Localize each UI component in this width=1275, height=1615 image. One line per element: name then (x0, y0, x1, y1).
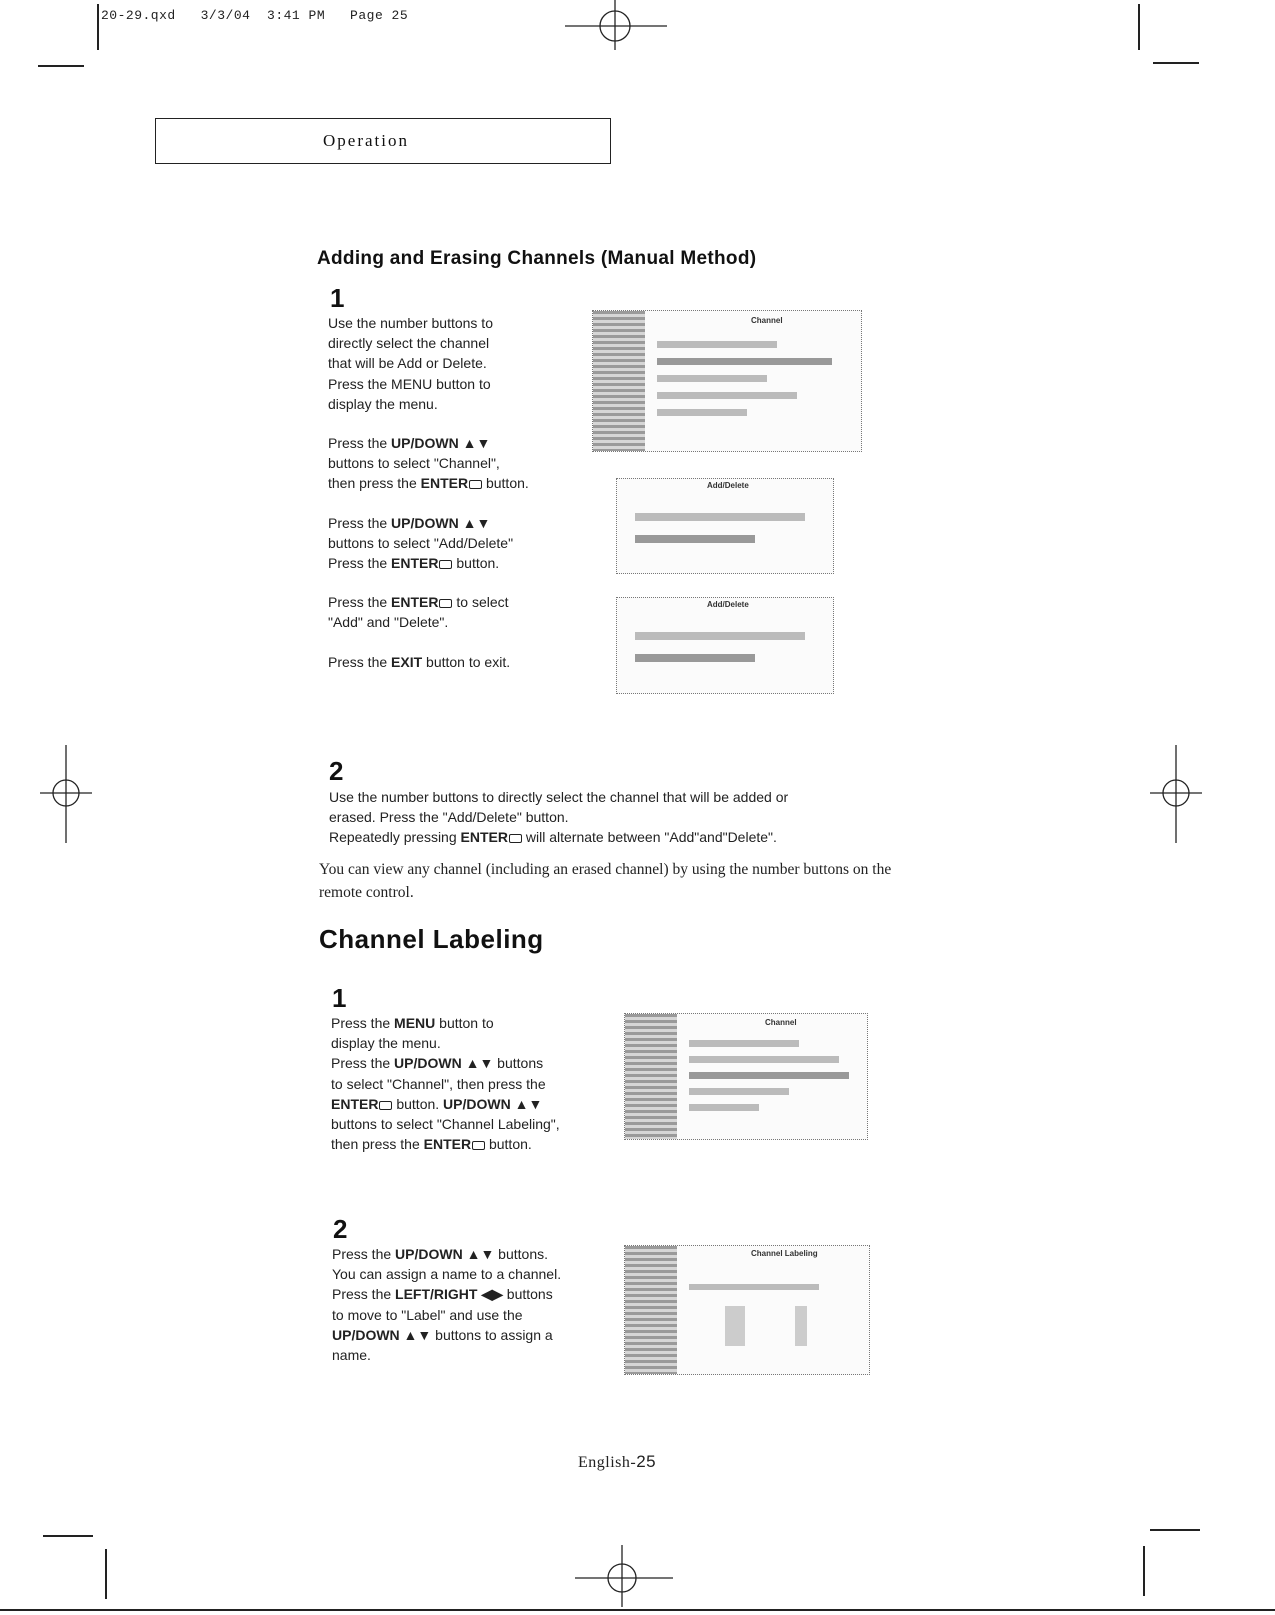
text-line: "Add" and "Delete". (328, 614, 449, 631)
menu-row (689, 1088, 789, 1095)
text: Press the (328, 555, 392, 572)
menu-row (795, 1306, 807, 1346)
heading-channel-labeling: Channel Labeling (319, 924, 544, 954)
crop-mark (38, 65, 84, 67)
crop-mark (97, 4, 99, 50)
enter-icon (509, 834, 522, 843)
enter-icon (472, 1141, 485, 1150)
text-line: Use the number buttons to (328, 315, 493, 331)
menu-row (689, 1104, 759, 1111)
text: then press the (328, 475, 421, 492)
screen-title: Add/Delete (707, 481, 749, 490)
labeling-step1-text (331, 1013, 611, 1154)
menu-row (657, 358, 832, 365)
step-number: 2 (333, 1214, 348, 1244)
menu-row (657, 409, 747, 416)
text: Press the (328, 514, 392, 531)
text-line: display the menu. (328, 395, 438, 412)
menu-row (635, 632, 805, 640)
menu-row (725, 1306, 745, 1346)
text: Press the (328, 594, 392, 611)
text-line: name. (332, 1347, 371, 1364)
text-line: to select "Channel", then press the (331, 1075, 546, 1092)
crop-mark (1150, 1529, 1200, 1531)
bold-text: LEFT/RIGHT ◀▶ (395, 1286, 503, 1303)
text: buttons (502, 1286, 553, 1303)
bold-text: UP/DOWN ▲▼ (332, 1326, 432, 1343)
text-line: Press the MENU button to (328, 375, 491, 392)
add-delete-screenshot (616, 478, 834, 574)
text: then press the (331, 1136, 424, 1153)
text: button to exit. (422, 653, 511, 670)
text-line: buttons to select "Channel Labeling", (331, 1116, 560, 1133)
registration-mark-icon (1150, 745, 1202, 845)
menu-row (635, 513, 805, 521)
registration-mark-icon (565, 0, 675, 52)
text-line: erased. Press the "Add/Delete" button. (329, 809, 569, 826)
text: to select (452, 594, 509, 611)
text: button. (485, 1136, 532, 1153)
bold-text: ENTER (460, 829, 508, 846)
screen-title: Channel (751, 316, 783, 325)
crop-mark (1138, 4, 1140, 50)
crop-mark (1143, 1546, 1145, 1596)
text: button. (452, 555, 500, 572)
text: Press the (332, 1246, 396, 1262)
crop-mark (43, 1535, 93, 1537)
menu-sidebar (625, 1014, 677, 1139)
text-line: buttons to select "Add/Delete" (328, 534, 514, 551)
heading-adding-erasing: Adding and Erasing Channels (Manual Method) (317, 248, 757, 269)
bold-text: UP/DOWN ▲▼ (443, 1095, 543, 1112)
page-footer (578, 1452, 656, 1472)
screen-title: Channel Labeling (751, 1249, 818, 1258)
menu-row (657, 375, 767, 382)
footer-lang: English- (578, 1454, 637, 1471)
channel-menu-screenshot (592, 310, 862, 452)
crop-mark (1153, 62, 1199, 64)
bold-text: ENTER (391, 555, 439, 572)
text: button to (435, 1015, 494, 1031)
menu-sidebar (625, 1246, 677, 1374)
enter-icon (439, 599, 452, 608)
menu-row (689, 1056, 839, 1063)
text-line: that will be Add or Delete. (328, 355, 487, 372)
channel-labeling-screenshot (624, 1245, 870, 1375)
bold-text: ENTER (420, 475, 469, 492)
section-label: Operation (323, 131, 409, 150)
menu-row (657, 341, 777, 348)
enter-icon (439, 560, 452, 569)
text: buttons to assign a (431, 1326, 553, 1343)
screen-title: Add/Delete (707, 600, 749, 609)
page-number: 25 (636, 1452, 657, 1471)
note-paragraph: You can view any channel (including an erased channel) by using the number buttons on the remote control. (319, 861, 892, 901)
step-number: 1 (332, 983, 347, 1013)
text: button. (482, 475, 529, 492)
text-line: You can assign a name to a channel. (332, 1266, 562, 1283)
labeling-step2-text (332, 1244, 622, 1365)
registration-mark-icon (575, 1545, 675, 1610)
bold-text: MENU (394, 1015, 436, 1031)
bold-text: EXIT (391, 653, 423, 670)
section-header-box (155, 118, 611, 164)
bold-text: UP/DOWN ▲▼ (395, 1246, 495, 1262)
crop-mark (105, 1549, 107, 1599)
menu-row (689, 1040, 799, 1047)
step-number: 1 (330, 283, 345, 313)
menu-row (689, 1072, 849, 1079)
print-slug: 20-29.qxd 3/3/04 3:41 PM Page 25 (101, 8, 409, 23)
enter-icon (469, 480, 482, 489)
text: Repeatedly pressing (329, 829, 461, 846)
menu-row (689, 1284, 819, 1290)
registration-mark-icon (40, 745, 92, 845)
text-line: directly select the channel (328, 335, 490, 352)
text: button. (392, 1095, 444, 1112)
text: Press the (328, 653, 392, 670)
screen-title: Channel (765, 1018, 797, 1027)
text: will alternate between "Add"and"Delete". (521, 829, 777, 846)
text: Press the (331, 1015, 395, 1031)
text: buttons (493, 1055, 544, 1072)
menu-row (635, 535, 755, 543)
text-line: Use the number buttons to directly select the channel that will be added or (329, 789, 789, 805)
text: buttons. (494, 1246, 548, 1262)
menu-sidebar (593, 311, 645, 451)
adding-step1-text (328, 313, 588, 691)
step-number: 2 (329, 756, 344, 786)
add-delete-screenshot (616, 597, 834, 694)
bold-text: ENTER (391, 594, 439, 611)
menu-row (657, 392, 797, 399)
bold-text: ENTER (423, 1136, 472, 1153)
bold-text: ENTER (331, 1095, 379, 1112)
enter-icon (379, 1101, 392, 1110)
bold-text: UP/DOWN ▲▼ (394, 1055, 494, 1072)
adding-step2-text (329, 787, 889, 848)
text: Press the (332, 1286, 396, 1303)
text: Press the (328, 435, 392, 452)
text-line: to move to "Label" and use the (332, 1306, 523, 1323)
text: Press the (331, 1055, 395, 1072)
text-line: display the menu. (331, 1035, 441, 1052)
bold-text: UP/DOWN ▲▼ (391, 514, 491, 531)
text-line: buttons to select "Channel", (328, 455, 500, 472)
menu-row (635, 654, 755, 662)
channel-menu-screenshot (624, 1013, 868, 1140)
bold-text: UP/DOWN ▲▼ (391, 435, 491, 452)
